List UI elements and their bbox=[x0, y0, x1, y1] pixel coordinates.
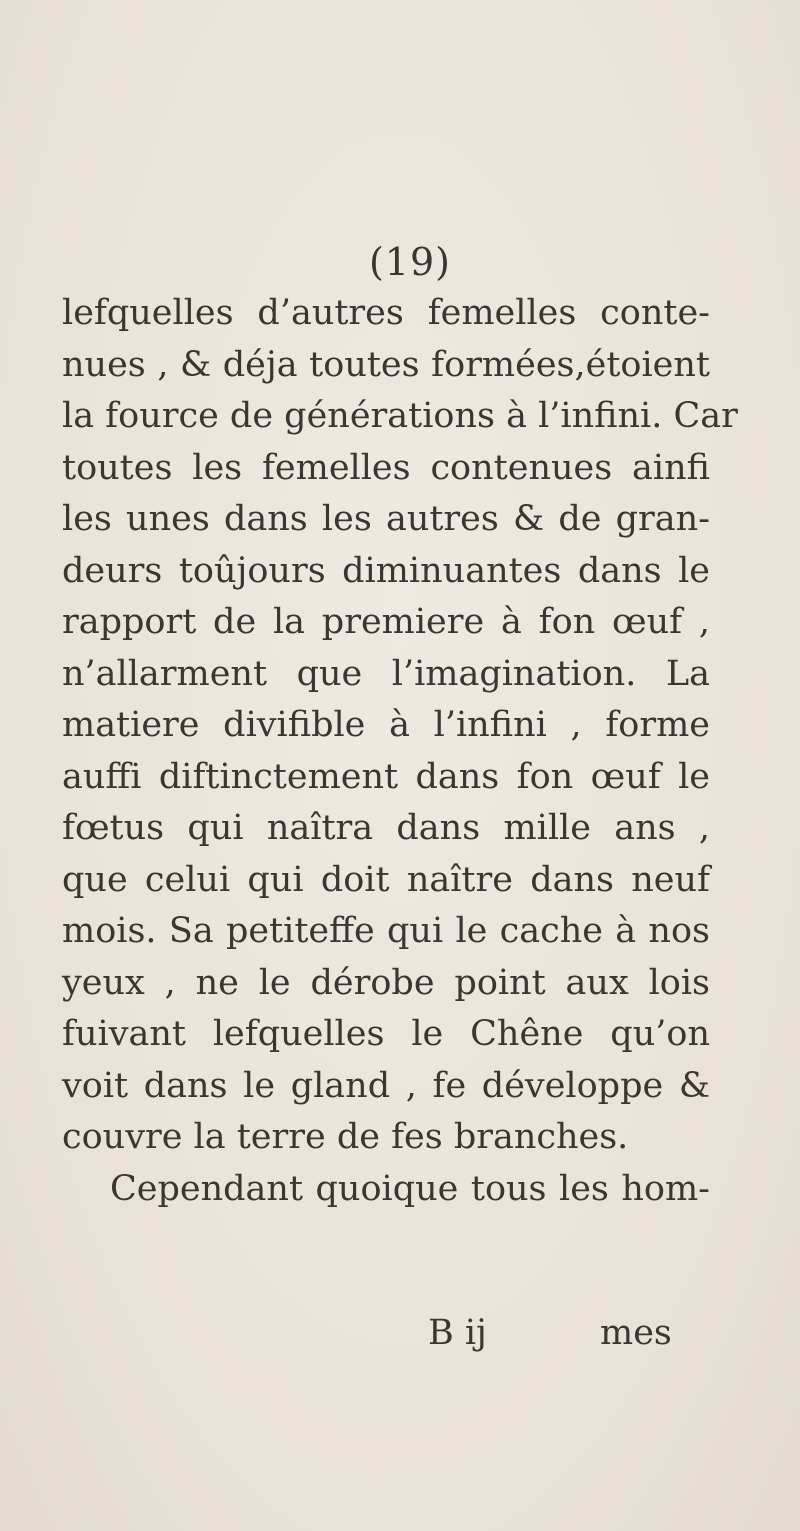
text-line: les unes dans les autres & de gran- bbox=[62, 499, 710, 539]
body-text bbox=[62, 288, 738, 1215]
text-line: la fource de générations à l’infini. Car bbox=[62, 396, 738, 436]
text-line: matiere divifible à l’infini , forme bbox=[62, 705, 710, 745]
signature-mark: B ij bbox=[428, 1313, 487, 1353]
text-line: yeux , ne le dérobe point aux lois bbox=[62, 962, 710, 1003]
page-footer bbox=[0, 1307, 800, 1359]
text-line: rapport de la premiere à fon œuf , bbox=[62, 602, 710, 642]
catchword: mes bbox=[600, 1313, 672, 1353]
text-line: nues , & déja toutes formées,étoient bbox=[62, 344, 710, 385]
text-line: fuivant lefquelles le Chêne qu’on bbox=[62, 1014, 710, 1054]
text-line-paragraph-start: Cependant quoique tous les hom- bbox=[110, 1168, 710, 1209]
text-line: auffi diftinctement dans fon œuf le bbox=[62, 756, 710, 797]
text-line: voit dans le gland , fe développe & bbox=[62, 1065, 710, 1106]
text-line: que celui qui doit naître dans neuf bbox=[62, 859, 710, 900]
text-line-paragraph-end: couvre la terre de fes branches. bbox=[62, 1117, 629, 1157]
text-line: n’allarment que l’imagination. La bbox=[62, 653, 710, 694]
text-line: mois. Sa petiteffe qui le cache à nos bbox=[62, 911, 710, 951]
page-number: (19) bbox=[368, 240, 451, 284]
text-line: deurs toûjours diminuantes dans le bbox=[62, 550, 710, 591]
text-line: toutes les femelles contenues ainfi bbox=[62, 447, 710, 488]
text-line: fœtus qui naîtra dans mille ans , bbox=[62, 808, 710, 848]
text-line: lefquelles d’autres femelles conte- bbox=[62, 293, 710, 333]
